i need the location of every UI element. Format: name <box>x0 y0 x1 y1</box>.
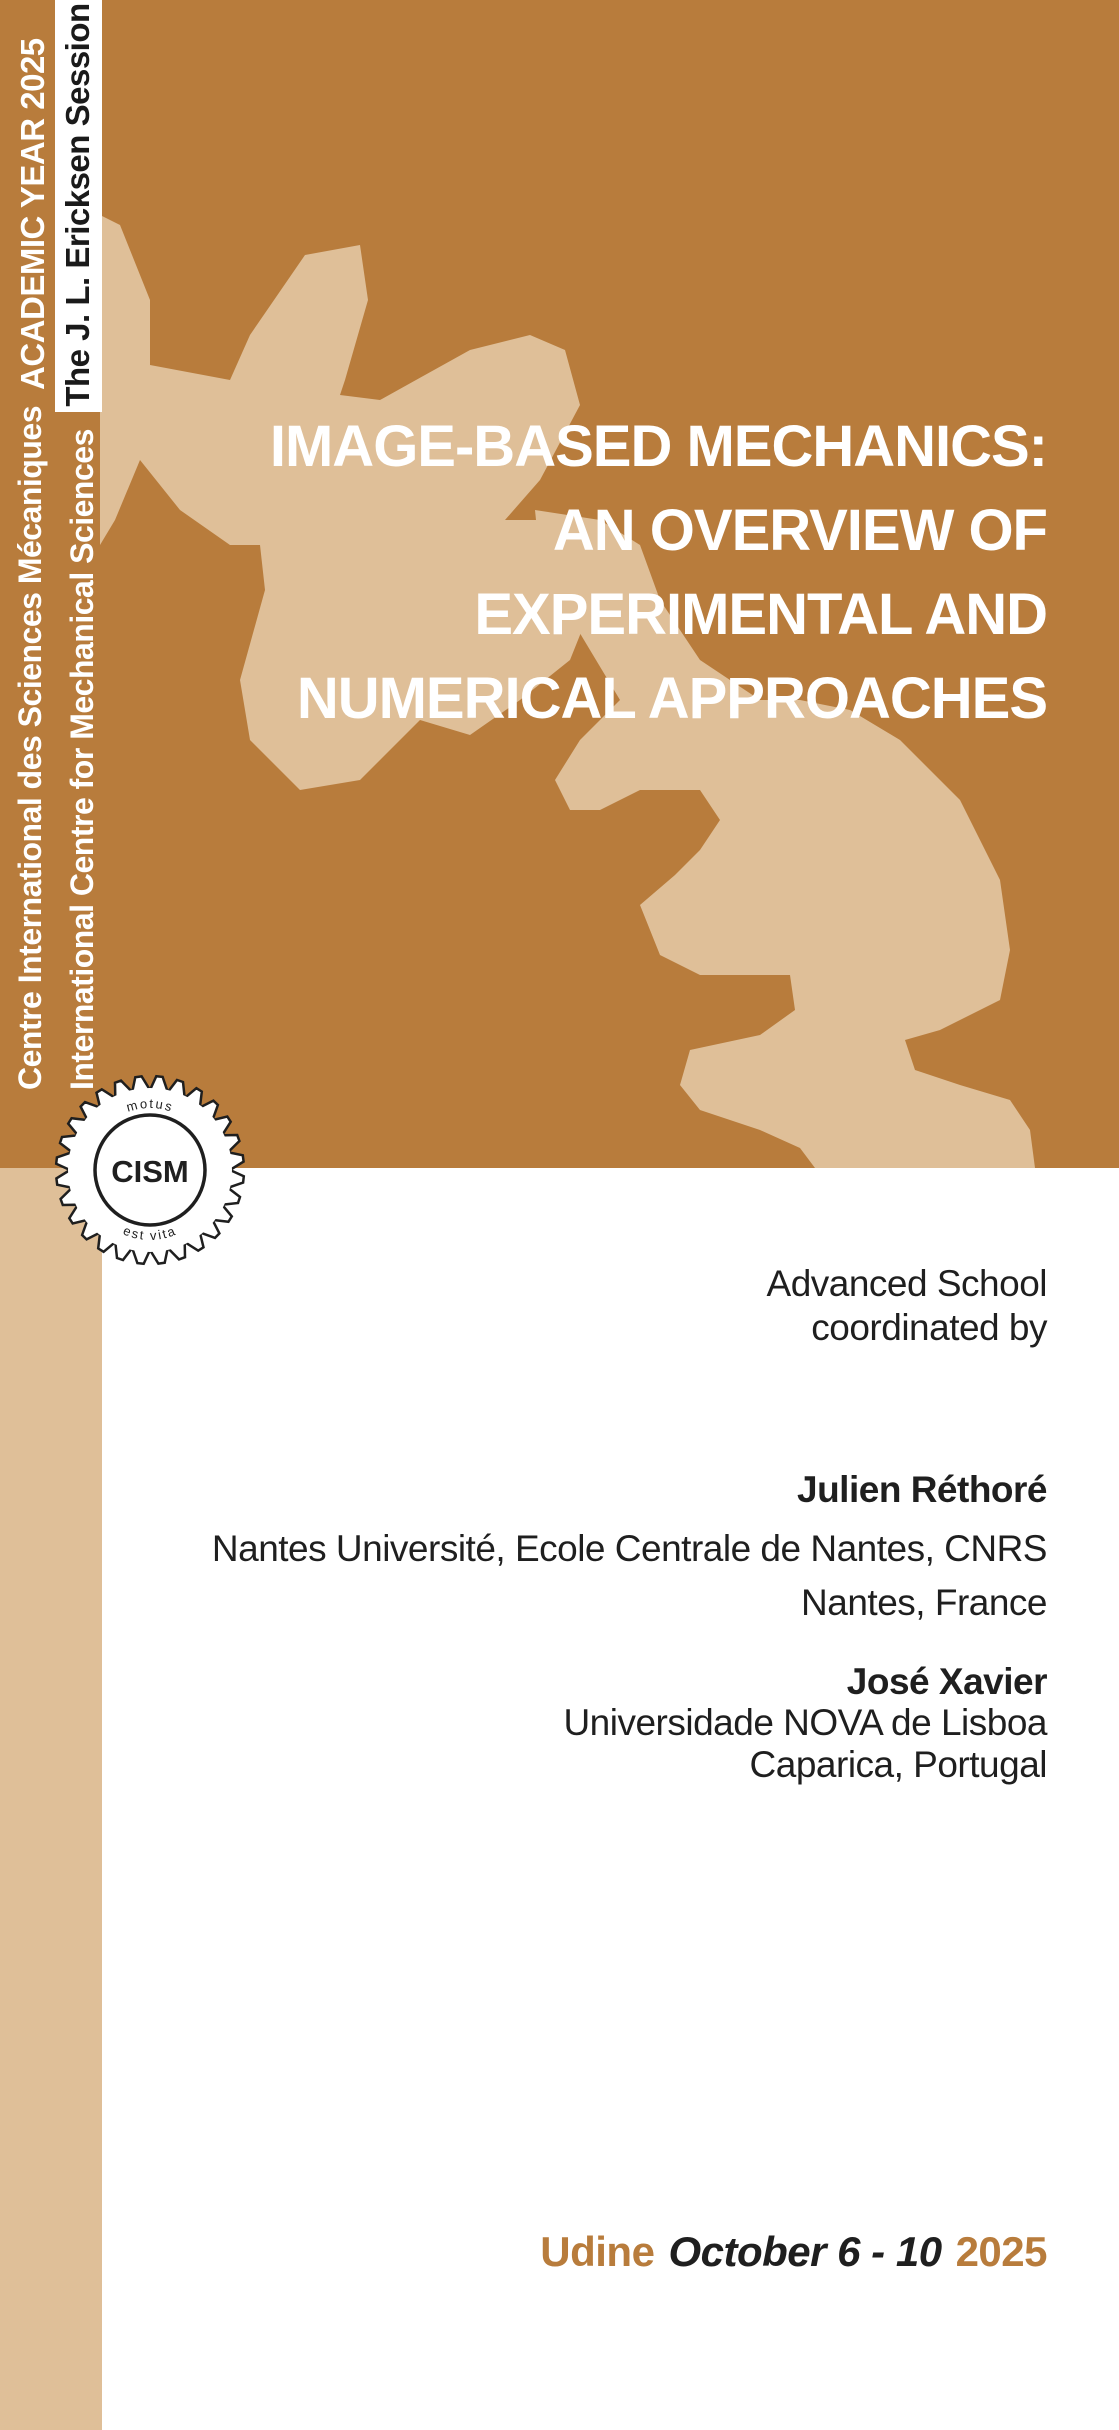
title-line: IMAGE-BASED MECHANICS: <box>269 414 1047 479</box>
coordinator-affiliation <box>212 1522 1047 1630</box>
affiliation-line: Nantes Université, Ecole Centrale de Nantes, CNRS <box>211 1528 1047 1569</box>
coordinator-affiliation <box>563 1702 1047 1786</box>
header-band <box>0 0 1119 1168</box>
coordinator-name: José Xavier <box>846 1661 1047 1702</box>
side-strip <box>0 1168 102 2430</box>
intro-line: coordinated by <box>811 1307 1047 1348</box>
affiliation-line: Universidade NOVA de Lisboa <box>563 1702 1047 1743</box>
centre-name-french: Centre International des Sciences Mécaniques <box>12 405 48 1090</box>
title-line: NUMERICAL APPROACHES <box>296 666 1047 731</box>
cism-logo <box>52 1072 248 1268</box>
intro-line: Advanced School <box>766 1263 1047 1304</box>
event-dates: October 6 - 10 <box>668 2228 942 2275</box>
title-line: AN OVERVIEW OF <box>552 498 1047 563</box>
event-year: 2025 <box>955 2228 1047 2275</box>
session-label: The J. L. Ericksen Session <box>59 3 96 407</box>
academic-year-label: ACADEMIC YEAR 2025 <box>14 38 51 390</box>
centre-name-english: International Centre for Mechanical Sciences <box>64 429 100 1090</box>
school-intro <box>767 1262 1047 1350</box>
event-footer <box>540 2228 1047 2276</box>
logo-motto-top: motus <box>124 1095 176 1115</box>
logo-motto-bottom: est vita <box>121 1222 179 1244</box>
affiliation-line: Caparica, Portugal <box>749 1744 1047 1785</box>
title-line: EXPERIMENTAL AND <box>474 582 1047 647</box>
coordinator-name: Julien Réthoré <box>797 1469 1047 1510</box>
logo-text: CISM <box>111 1154 189 1189</box>
event-city: Udine <box>540 2228 655 2275</box>
course-title <box>207 405 1047 741</box>
affiliation-line: Nantes, France <box>801 1582 1047 1623</box>
